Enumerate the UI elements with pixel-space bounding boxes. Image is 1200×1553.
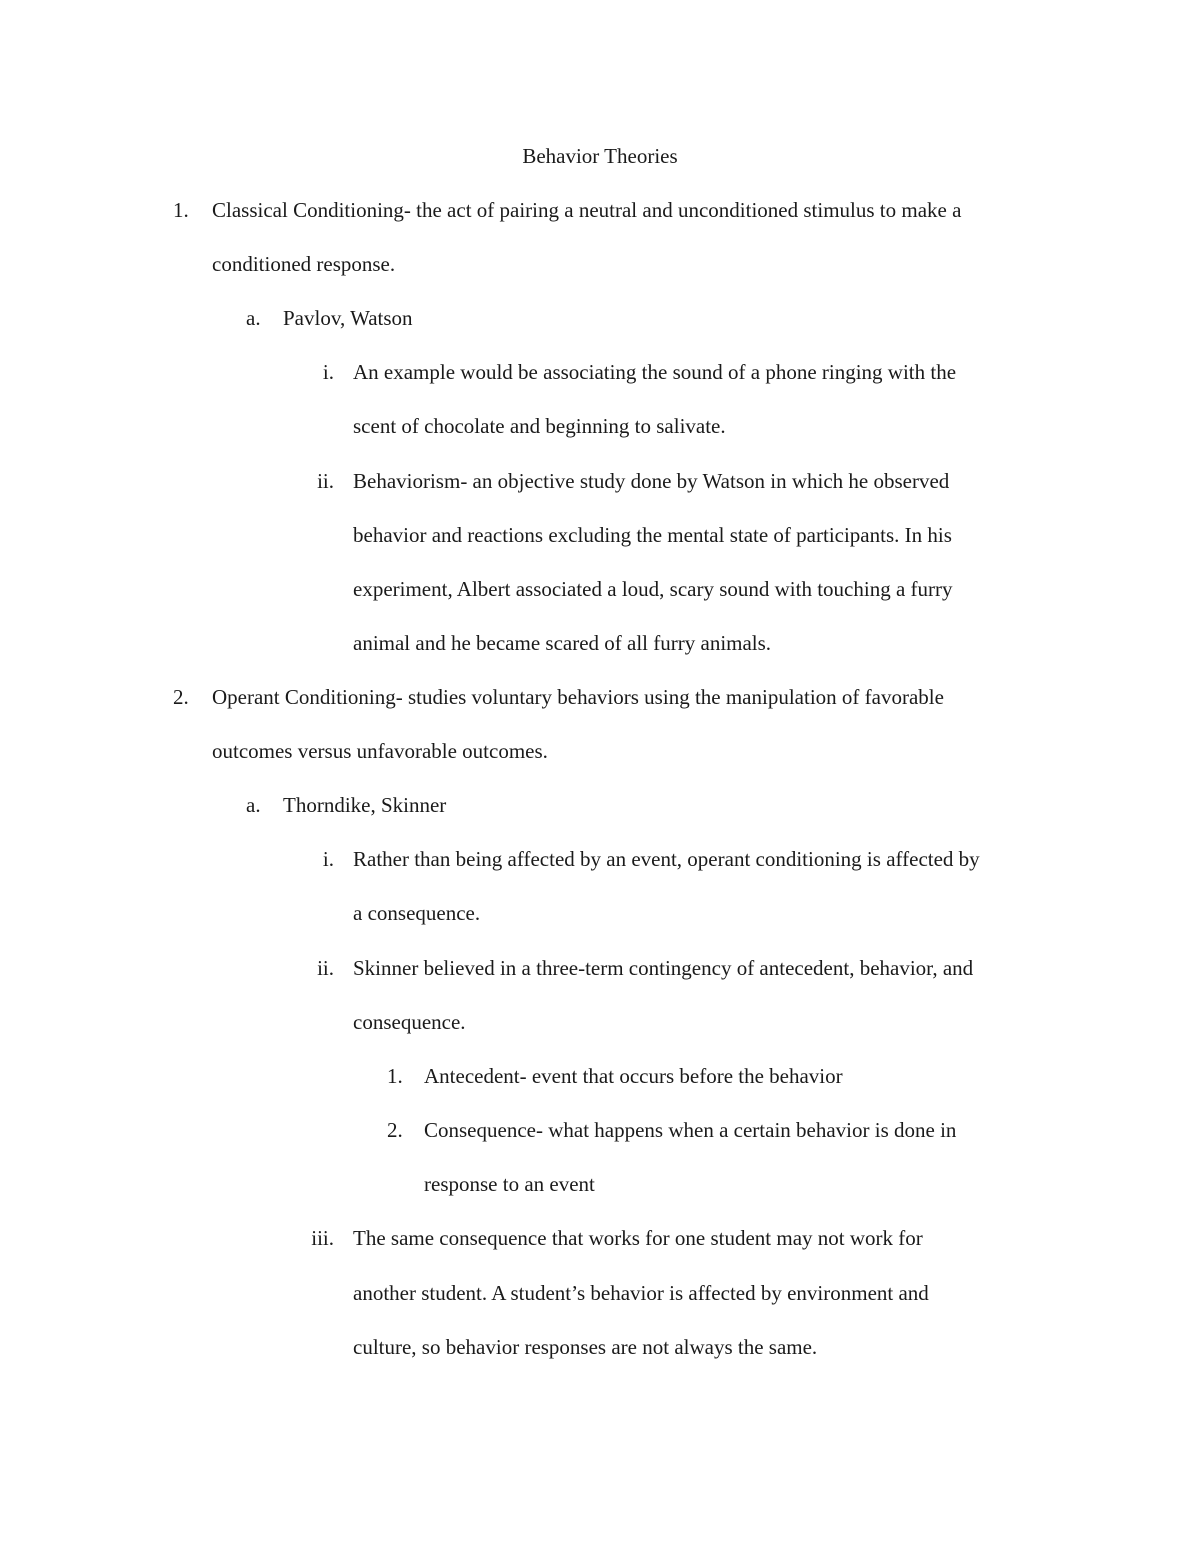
list-roman: ii. [317, 956, 334, 980]
paragraph-line: outcomes versus unfavorable outcomes. [212, 739, 548, 763]
paragraph-line: response to an event [424, 1172, 595, 1196]
paragraph-line: Thorndike, Skinner [283, 793, 447, 817]
paragraph-line: culture, so behavior responses are not always the same. [353, 1335, 818, 1359]
paragraph-line: animal and he became scared of all furry animals. [353, 631, 772, 655]
paragraph-line: Operant Conditioning- studies voluntary behaviors using the manipulation of favorable [212, 685, 944, 709]
list-number: 2. [387, 1118, 403, 1142]
page-title: Behavior Theories [522, 144, 678, 168]
list-roman: ii. [317, 469, 334, 493]
paragraph-line: another student. A student’s behavior is affected by environment and [353, 1281, 929, 1305]
paragraph-line: consequence. [353, 1010, 466, 1034]
list-roman: i. [322, 360, 334, 384]
paragraph-line: Behaviorism- an objective study done by Watson in which he observed [353, 469, 950, 493]
list-number: 1. [173, 198, 189, 222]
paragraph-line: experiment, Albert associated a loud, scary sound with touching a furry [353, 577, 953, 601]
list-number: 1. [387, 1064, 403, 1088]
paragraph-line: Classical Conditioning- the act of pairing a neutral and unconditioned stimulus to make a [212, 198, 962, 222]
paragraph-line: Antecedent- event that occurs before the behavior [424, 1064, 843, 1088]
paragraph-line: Consequence- what happens when a certain behavior is done in [424, 1118, 957, 1142]
list-letter: a. [246, 306, 261, 330]
paragraph-line: The same consequence that works for one student may not work for [353, 1226, 923, 1250]
list-roman: i. [322, 847, 334, 871]
paragraph-line: An example would be associating the sound of a phone ringing with the [353, 360, 957, 384]
paragraph-line: scent of chocolate and beginning to salivate. [353, 414, 726, 438]
paragraph-line: Skinner believed in a three-term contingency of antecedent, behavior, and [353, 956, 974, 980]
paragraph-line: Pavlov, Watson [283, 306, 413, 330]
paragraph-line: conditioned response. [212, 252, 396, 276]
paragraph-line: a consequence. [353, 901, 481, 925]
list-roman: iii. [311, 1226, 334, 1250]
list-letter: a. [246, 793, 261, 817]
list-number: 2. [173, 685, 189, 709]
paragraph-line: Rather than being affected by an event, operant conditioning is affected by [353, 847, 980, 871]
paragraph-line: behavior and reactions excluding the mental state of participants. In his [353, 523, 952, 547]
